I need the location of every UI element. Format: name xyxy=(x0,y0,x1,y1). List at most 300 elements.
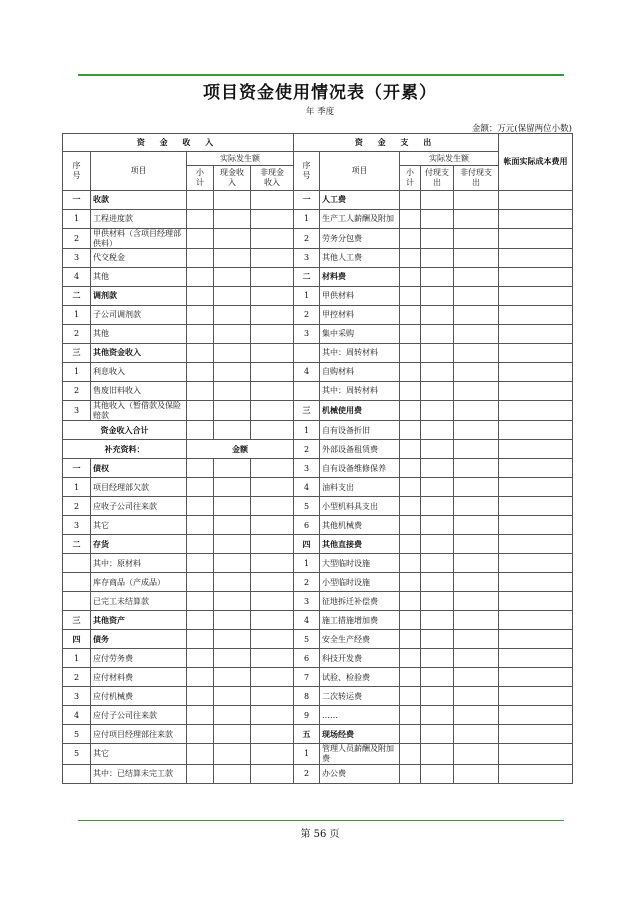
noncash-expense-cell[interactable] xyxy=(454,306,499,325)
book-cost-cell[interactable] xyxy=(499,440,573,459)
income-subtotal-cell[interactable] xyxy=(187,382,214,401)
cash-expense-cell[interactable] xyxy=(421,191,454,210)
income-seq: 一 xyxy=(63,191,91,210)
noncash-expense-cell[interactable] xyxy=(454,440,499,459)
cash-income-cell[interactable] xyxy=(214,382,251,401)
income-subtotal-cell[interactable] xyxy=(187,573,214,592)
cash-income-cell[interactable] xyxy=(214,573,251,592)
expense-seq: 8 xyxy=(294,687,320,706)
cash-income-cell[interactable] xyxy=(214,744,251,764)
income-subtotal-cell[interactable] xyxy=(187,744,214,764)
cash-income-cell[interactable] xyxy=(214,306,251,325)
noncash-expense-cell[interactable] xyxy=(454,592,499,611)
noncash-income-cell[interactable] xyxy=(251,401,294,421)
book-cost-cell[interactable] xyxy=(499,649,573,668)
cash-income-cell[interactable] xyxy=(214,725,251,744)
book-cost-cell[interactable] xyxy=(499,249,573,268)
cash-expense-cell[interactable] xyxy=(421,459,454,478)
expense-seq: 四 xyxy=(294,535,320,554)
noncash-income-cell[interactable] xyxy=(251,478,294,497)
cash-expense-cell[interactable] xyxy=(421,725,454,744)
income-item: 其他 xyxy=(91,325,187,344)
income-item: 子公司调剂款 xyxy=(91,306,187,325)
income-item: 应收子公司往来款 xyxy=(91,497,187,516)
book-cost-cell[interactable] xyxy=(499,592,573,611)
income-seq: 4 xyxy=(63,706,91,725)
noncash-expense-cell[interactable] xyxy=(454,706,499,725)
expense-item: 办公费 xyxy=(320,764,400,783)
noncash-income-cell[interactable] xyxy=(251,229,294,249)
book-cost-cell[interactable] xyxy=(499,306,573,325)
cash-income-cell[interactable] xyxy=(214,554,251,573)
cash-income-header: 现金收 入 xyxy=(214,166,251,191)
cash-expense-cell[interactable] xyxy=(421,668,454,687)
table-row xyxy=(63,210,573,229)
table-row xyxy=(63,191,573,210)
cash-expense-cell[interactable] xyxy=(421,706,454,725)
book-cost-cell[interactable] xyxy=(499,287,573,306)
expense-seq: 7 xyxy=(294,668,320,687)
cash-expense-cell[interactable] xyxy=(421,382,454,401)
expense-seq: 5 xyxy=(294,630,320,649)
cash-expense-cell[interactable] xyxy=(421,554,454,573)
expense-subtotal-cell[interactable] xyxy=(400,249,421,268)
expense-item: 自有设备折旧 xyxy=(320,421,400,440)
expense-subtotal-cell[interactable] xyxy=(400,516,421,535)
cash-expense-cell[interactable] xyxy=(421,516,454,535)
expense-item: 管理人员薪酬及附加费 xyxy=(320,744,400,764)
income-subtotal-cell[interactable] xyxy=(187,668,214,687)
income-subtotal-cell[interactable] xyxy=(187,268,214,287)
table-row xyxy=(63,764,573,783)
page-title: 项目资金使用情况表（开累） xyxy=(203,83,437,103)
income-item: 其它 xyxy=(91,516,187,535)
expense-subtotal-cell[interactable] xyxy=(400,649,421,668)
expense-subtotal-cell[interactable] xyxy=(400,191,421,210)
expense-subtotal-cell[interactable] xyxy=(400,363,421,382)
supplement-label: 补充资料： xyxy=(63,440,187,459)
cash-income-cell[interactable] xyxy=(214,401,251,421)
expense-seq: 1 xyxy=(294,210,320,229)
cash-expense-cell[interactable] xyxy=(421,649,454,668)
noncash-income-cell[interactable] xyxy=(251,630,294,649)
book-cost-cell[interactable] xyxy=(499,668,573,687)
income-subtotal-cell[interactable] xyxy=(187,287,214,306)
table-row xyxy=(63,363,573,382)
expense-item: 安全生产经费 xyxy=(320,630,400,649)
noncash-income-cell[interactable] xyxy=(251,325,294,344)
cash-expense-cell[interactable] xyxy=(421,744,454,764)
book-cost-cell[interactable] xyxy=(499,554,573,573)
cash-income-cell[interactable] xyxy=(214,287,251,306)
expense-seq: 2 xyxy=(294,306,320,325)
noncash-expense-cell[interactable] xyxy=(454,573,499,592)
cash-expense-cell[interactable] xyxy=(421,497,454,516)
income-subtotal-cell[interactable] xyxy=(187,592,214,611)
book-cost-cell[interactable] xyxy=(499,706,573,725)
income-subtotal-cell[interactable] xyxy=(187,554,214,573)
book-cost-cell[interactable] xyxy=(499,478,573,497)
cash-income-cell[interactable] xyxy=(214,268,251,287)
income-subtotal-cell[interactable] xyxy=(187,630,214,649)
income-subtotal-cell[interactable] xyxy=(187,229,214,249)
income-subtotal-cell[interactable] xyxy=(187,478,214,497)
cash-income-cell[interactable] xyxy=(214,229,251,249)
table-row xyxy=(63,592,573,611)
cash-expense-cell[interactable] xyxy=(421,229,454,249)
income-actual-header: 实际发生额 xyxy=(187,152,294,166)
income-subtotal-cell[interactable] xyxy=(187,421,214,440)
income-header: 资 金 收 入 xyxy=(63,134,294,152)
noncash-expense-cell[interactable] xyxy=(454,497,499,516)
cash-income-cell[interactable] xyxy=(214,459,251,478)
expense-subtotal-cell[interactable] xyxy=(400,725,421,744)
income-subtotal-cell[interactable] xyxy=(187,725,214,744)
expense-item: 生产工人薪酬及附加 xyxy=(320,210,400,229)
income-seq: 2 xyxy=(63,229,91,249)
income-item: 利息收入 xyxy=(91,363,187,382)
expense-seq: 3 xyxy=(294,459,320,478)
book-cost-cell[interactable] xyxy=(499,764,573,783)
table-row xyxy=(63,516,573,535)
noncash-expense-cell[interactable] xyxy=(454,630,499,649)
book-cost-cell[interactable] xyxy=(499,363,573,382)
expense-subtotal-cell[interactable] xyxy=(400,344,421,363)
noncash-expense-cell[interactable] xyxy=(454,649,499,668)
income-item: 其中：原材料 xyxy=(91,554,187,573)
cash-income-cell[interactable] xyxy=(214,687,251,706)
noncash-expense-cell[interactable] xyxy=(454,382,499,401)
noncash-income-cell[interactable] xyxy=(251,687,294,706)
income-item-header: 项目 xyxy=(91,152,187,191)
book-cost-cell[interactable] xyxy=(499,344,573,363)
cash-income-cell[interactable] xyxy=(214,592,251,611)
expense-item: 其中：周转材料 xyxy=(320,382,400,401)
noncash-expense-cell[interactable] xyxy=(454,725,499,744)
income-subtotal-cell[interactable] xyxy=(187,401,214,421)
supplement-amount-label: 金额 xyxy=(187,440,294,459)
book-cost-cell[interactable] xyxy=(499,687,573,706)
cash-income-cell[interactable] xyxy=(214,649,251,668)
expense-subtotal-cell[interactable] xyxy=(400,497,421,516)
income-item: 其它 xyxy=(91,744,187,764)
book-cost-cell[interactable] xyxy=(499,744,573,764)
income-subtotal-cell[interactable] xyxy=(187,306,214,325)
income-item: 代交税金 xyxy=(91,249,187,268)
income-subtotal-cell[interactable] xyxy=(187,497,214,516)
noncash-expense-cell[interactable] xyxy=(454,210,499,229)
expense-subtotal-cell[interactable] xyxy=(400,554,421,573)
expense-item: 征地拆迁补偿费 xyxy=(320,592,400,611)
income-subtotal-cell[interactable] xyxy=(187,363,214,382)
noncash-income-cell[interactable] xyxy=(251,725,294,744)
noncash-expense-cell[interactable] xyxy=(454,668,499,687)
cash-expense-cell[interactable] xyxy=(421,440,454,459)
noncash-income-cell[interactable] xyxy=(251,191,294,210)
expense-item: 材料费 xyxy=(320,268,400,287)
noncash-income-cell[interactable] xyxy=(251,535,294,554)
income-item: 调剂款 xyxy=(91,287,187,306)
expense-item: 其他机械费 xyxy=(320,516,400,535)
expense-item: 大型临时设施 xyxy=(320,554,400,573)
expense-seq: 3 xyxy=(294,592,320,611)
expense-subtotal-cell[interactable] xyxy=(400,668,421,687)
income-item: 项目经理部欠款 xyxy=(91,478,187,497)
expense-subtotal-cell[interactable] xyxy=(400,744,421,764)
noncash-expense-cell[interactable] xyxy=(454,268,499,287)
noncash-expense-cell[interactable] xyxy=(454,229,499,249)
expense-subtotal-cell[interactable] xyxy=(400,306,421,325)
expense-subtotal-cell[interactable] xyxy=(400,287,421,306)
cash-income-cell[interactable] xyxy=(214,497,251,516)
cash-expense-cell[interactable] xyxy=(421,401,454,421)
book-cost-cell[interactable] xyxy=(499,573,573,592)
cash-expense-cell[interactable] xyxy=(421,573,454,592)
noncash-expense-cell[interactable] xyxy=(454,421,499,440)
noncash-income-cell[interactable] xyxy=(251,459,294,478)
cash-expense-cell[interactable] xyxy=(421,611,454,630)
cash-income-cell[interactable] xyxy=(214,611,251,630)
cash-expense-cell[interactable] xyxy=(421,306,454,325)
income-subtotal-cell[interactable] xyxy=(187,649,214,668)
expense-subtotal-cell[interactable] xyxy=(400,210,421,229)
cash-income-cell[interactable] xyxy=(214,191,251,210)
expense-item: 小型机料具支出 xyxy=(320,497,400,516)
noncash-expense-cell[interactable] xyxy=(454,744,499,764)
income-seq: 3 xyxy=(63,401,91,421)
table-row xyxy=(63,268,573,287)
expense-subtotal-cell[interactable] xyxy=(400,630,421,649)
income-seq: 1 xyxy=(63,210,91,229)
noncash-income-cell[interactable] xyxy=(251,649,294,668)
cash-income-cell[interactable] xyxy=(214,363,251,382)
noncash-income-cell[interactable] xyxy=(251,573,294,592)
cash-expense-cell[interactable] xyxy=(421,210,454,229)
noncash-expense-cell[interactable] xyxy=(454,363,499,382)
expense-subtotal-header: 小 计 xyxy=(400,166,421,191)
noncash-income-cell[interactable] xyxy=(251,421,294,440)
expense-subtotal-cell[interactable] xyxy=(400,459,421,478)
noncash-income-cell[interactable] xyxy=(251,306,294,325)
income-item: 债务 xyxy=(91,630,187,649)
income-seq xyxy=(63,573,91,592)
fund-usage-table xyxy=(62,133,573,784)
noncash-expense-cell[interactable] xyxy=(454,687,499,706)
expense-subtotal-cell[interactable] xyxy=(400,421,421,440)
noncash-expense-header: 非付现支 出 xyxy=(454,166,499,191)
expense-item: 其他直接费 xyxy=(320,535,400,554)
book-cost-cell[interactable] xyxy=(499,401,573,421)
cash-expense-cell[interactable] xyxy=(421,535,454,554)
cash-expense-cell[interactable] xyxy=(421,325,454,344)
book-cost-cell[interactable] xyxy=(499,229,573,249)
income-subtotal-cell[interactable] xyxy=(187,516,214,535)
noncash-income-cell[interactable] xyxy=(251,249,294,268)
income-subtotal-cell[interactable] xyxy=(187,325,214,344)
income-subtotal-cell[interactable] xyxy=(187,611,214,630)
cash-income-cell[interactable] xyxy=(214,421,251,440)
cash-expense-cell[interactable] xyxy=(421,630,454,649)
expense-subtotal-cell[interactable] xyxy=(400,611,421,630)
expense-subtotal-cell[interactable] xyxy=(400,229,421,249)
expense-subtotal-cell[interactable] xyxy=(400,573,421,592)
expense-seq xyxy=(294,344,320,363)
unit-label: 金额：万元(保留两位小数) xyxy=(471,124,572,134)
noncash-expense-cell[interactable] xyxy=(454,325,499,344)
noncash-income-cell[interactable] xyxy=(251,516,294,535)
book-cost-cell[interactable] xyxy=(499,325,573,344)
book-cost-cell[interactable] xyxy=(499,611,573,630)
noncash-income-cell[interactable] xyxy=(251,268,294,287)
income-seq: 2 xyxy=(63,382,91,401)
expense-subtotal-cell[interactable] xyxy=(400,382,421,401)
noncash-income-cell[interactable] xyxy=(251,287,294,306)
expense-seq: 一 xyxy=(294,191,320,210)
expense-subtotal-cell[interactable] xyxy=(400,325,421,344)
noncash-income-cell[interactable] xyxy=(251,668,294,687)
income-seq: 2 xyxy=(63,497,91,516)
noncash-income-cell[interactable] xyxy=(251,344,294,363)
noncash-expense-cell[interactable] xyxy=(454,478,499,497)
expense-seq: 2 xyxy=(294,440,320,459)
cash-income-cell[interactable] xyxy=(214,764,251,783)
expense-subtotal-cell[interactable] xyxy=(400,478,421,497)
expense-subtotal-cell[interactable] xyxy=(400,401,421,421)
income-subtotal-cell[interactable] xyxy=(187,210,214,229)
expense-seq: 6 xyxy=(294,516,320,535)
cash-income-cell[interactable] xyxy=(214,630,251,649)
income-subtotal-cell[interactable] xyxy=(187,249,214,268)
table-row xyxy=(63,573,573,592)
noncash-income-cell[interactable] xyxy=(251,210,294,229)
cash-income-cell[interactable] xyxy=(214,210,251,229)
cash-income-cell[interactable] xyxy=(214,516,251,535)
income-item: 应付项目经理部往来款 xyxy=(91,725,187,744)
income-subtotal-cell[interactable] xyxy=(187,706,214,725)
book-cost-cell[interactable] xyxy=(499,191,573,210)
book-cost-cell[interactable] xyxy=(499,630,573,649)
noncash-income-cell[interactable] xyxy=(251,764,294,783)
cash-expense-cell[interactable] xyxy=(421,478,454,497)
expense-subtotal-cell[interactable] xyxy=(400,535,421,554)
expense-item: 人工费 xyxy=(320,191,400,210)
cash-expense-cell[interactable] xyxy=(421,764,454,783)
cash-expense-cell[interactable] xyxy=(421,421,454,440)
cash-income-cell[interactable] xyxy=(214,344,251,363)
income-seq: 一 xyxy=(63,459,91,478)
income-subtotal-cell[interactable] xyxy=(187,764,214,783)
noncash-income-cell[interactable] xyxy=(251,497,294,516)
income-item: 应付材料费 xyxy=(91,668,187,687)
income-subtotal-cell[interactable] xyxy=(187,191,214,210)
income-seq: 2 xyxy=(63,325,91,344)
income-item: 甲供材料（含项目经理部供料） xyxy=(91,229,187,249)
book-cost-cell[interactable] xyxy=(499,725,573,744)
cash-expense-cell[interactable] xyxy=(421,363,454,382)
noncash-income-cell[interactable] xyxy=(251,554,294,573)
cash-income-cell[interactable] xyxy=(214,325,251,344)
income-seq: 3 xyxy=(63,249,91,268)
income-seq xyxy=(63,764,91,783)
noncash-income-cell[interactable] xyxy=(251,363,294,382)
noncash-expense-cell[interactable] xyxy=(454,401,499,421)
noncash-expense-cell[interactable] xyxy=(454,764,499,783)
noncash-expense-cell[interactable] xyxy=(454,191,499,210)
cash-expense-cell[interactable] xyxy=(421,344,454,363)
table-row xyxy=(63,459,573,478)
cash-expense-cell[interactable] xyxy=(421,249,454,268)
book-cost-cell[interactable] xyxy=(499,497,573,516)
noncash-expense-cell[interactable] xyxy=(454,516,499,535)
noncash-income-cell[interactable] xyxy=(251,744,294,764)
income-seq xyxy=(63,554,91,573)
expense-subtotal-cell[interactable] xyxy=(400,687,421,706)
noncash-income-cell[interactable] xyxy=(251,706,294,725)
book-cost-cell[interactable] xyxy=(499,382,573,401)
header-rule xyxy=(78,74,564,76)
expense-item: 集中采购 xyxy=(320,325,400,344)
noncash-income-cell[interactable] xyxy=(251,382,294,401)
cash-expense-cell[interactable] xyxy=(421,687,454,706)
cash-expense-cell[interactable] xyxy=(421,287,454,306)
expense-seq: 9 xyxy=(294,706,320,725)
cash-income-cell[interactable] xyxy=(214,478,251,497)
expense-item: 外部设备租赁费 xyxy=(320,440,400,459)
income-seq: 二 xyxy=(63,287,91,306)
book-cost-cell[interactable] xyxy=(499,421,573,440)
expense-subtotal-cell[interactable] xyxy=(400,268,421,287)
cash-income-cell[interactable] xyxy=(214,249,251,268)
cash-expense-cell[interactable] xyxy=(421,268,454,287)
table-row xyxy=(63,344,573,363)
noncash-income-cell[interactable] xyxy=(251,592,294,611)
noncash-expense-cell[interactable] xyxy=(454,249,499,268)
cash-income-cell[interactable] xyxy=(214,668,251,687)
income-subtotal-cell[interactable] xyxy=(187,459,214,478)
noncash-expense-cell[interactable] xyxy=(454,459,499,478)
noncash-expense-cell[interactable] xyxy=(454,611,499,630)
expense-item: 其他人工费 xyxy=(320,249,400,268)
noncash-expense-cell[interactable] xyxy=(454,535,499,554)
expense-subtotal-cell[interactable] xyxy=(400,440,421,459)
income-seq: 4 xyxy=(63,268,91,287)
book-cost-cell[interactable] xyxy=(499,516,573,535)
cash-expense-cell[interactable] xyxy=(421,592,454,611)
expense-item: 试验、检验费 xyxy=(320,668,400,687)
noncash-expense-cell[interactable] xyxy=(454,344,499,363)
expense-subtotal-cell[interactable] xyxy=(400,764,421,783)
book-cost-cell[interactable] xyxy=(499,210,573,229)
book-cost-cell[interactable] xyxy=(499,535,573,554)
income-subtotal-cell[interactable] xyxy=(187,535,214,554)
income-subtotal-cell[interactable] xyxy=(187,687,214,706)
income-item: 应付劳务费 xyxy=(91,649,187,668)
noncash-expense-cell[interactable] xyxy=(454,554,499,573)
cash-income-cell[interactable] xyxy=(214,535,251,554)
income-seq xyxy=(63,592,91,611)
book-cost-cell[interactable] xyxy=(499,268,573,287)
noncash-income-cell[interactable] xyxy=(251,611,294,630)
expense-subtotal-cell[interactable] xyxy=(400,706,421,725)
cash-income-cell[interactable] xyxy=(214,706,251,725)
expense-subtotal-cell[interactable] xyxy=(400,592,421,611)
expense-seq: 2 xyxy=(294,764,320,783)
book-cost-cell[interactable] xyxy=(499,459,573,478)
noncash-expense-cell[interactable] xyxy=(454,287,499,306)
income-subtotal-cell[interactable] xyxy=(187,344,214,363)
income-item: 债权 xyxy=(91,459,187,478)
period-label: 年 季度 xyxy=(305,107,335,117)
